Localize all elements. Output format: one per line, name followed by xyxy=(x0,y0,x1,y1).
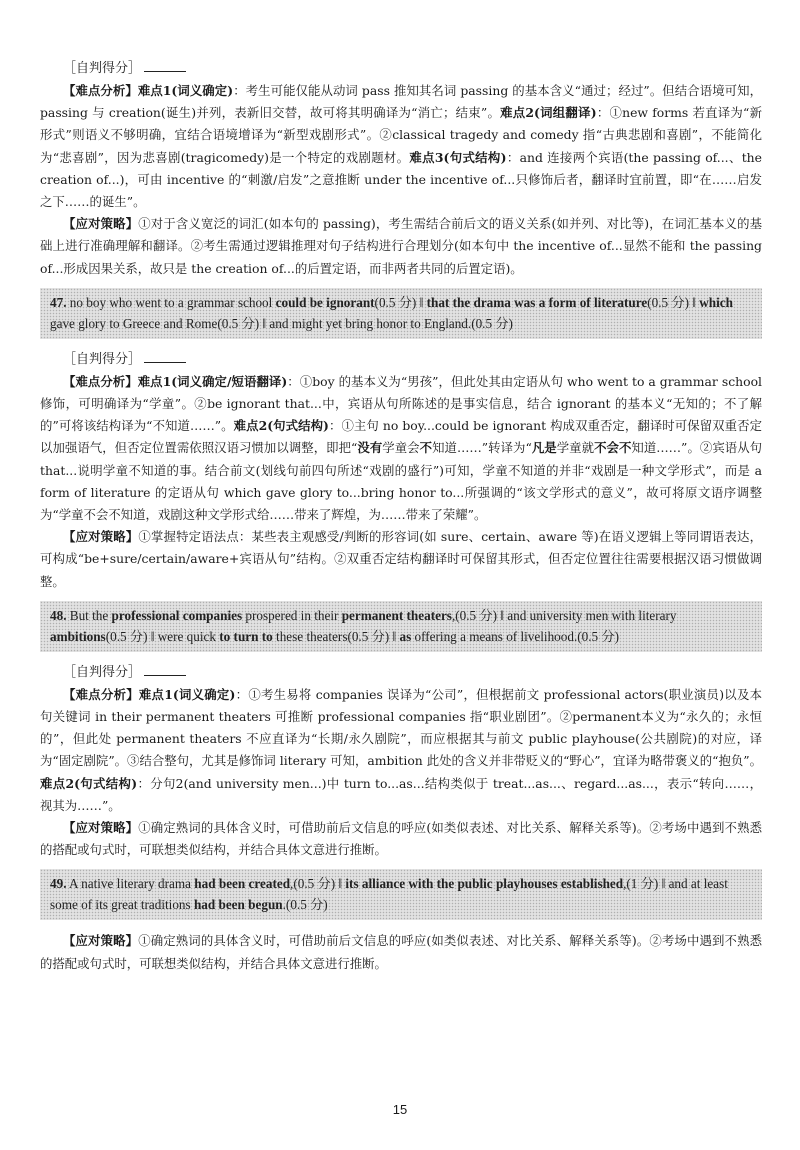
page-content xyxy=(40,58,762,975)
strategy-47: 【应对策略】①掌握特定语法点：某些表主观感受/判断的形容词(如 sure、certain、aware 等)在语义逻辑上等同谓语表达，可构成“be+sure/certain/aware+宾语从句”结构。②双重否定结构翻译时可保留其形式，但否定位置往往需要根据汉语习惯做调整。 xyxy=(40,529,762,589)
question-49: 49. A native literary drama had been created,(0.5 分) ‖ its alliance with the public playhouses established,(1 分) ‖ and at least some of its great traditions had been begun.(0.5 分) xyxy=(40,869,762,920)
score-blank[interactable] xyxy=(144,58,186,72)
analysis-46: 【难点分析】难点1(词义确定)：考生可能仅能从动词 pass 推知其名词 passing 的基本含义“通过；经过”。但结合语境可知，passing 与 creation(诞生)并列，表新旧交替，故可将其明确译为“消亡；结束”。难点2(词组翻译)：①new forms 若直译为“新形式”则语义不够明确，宜结合语境增译为“新型戏剧形式”。②classical tragedy and comedy 指“古典悲剧和喜剧”，不能简化为“悲喜剧”，因为悲喜剧(tragicomedy)是一个特定的戏剧题材。难点3(句式结构)：and 连接两个宾语(the passing of...、the creation of...)，可由 incentive 的“刺激/启发”之意推断 under the incentive of...只修饰后者，翻译时宜前置，即“在……启发之下……的诞生”。 xyxy=(40,83,763,210)
analysis-47: 【难点分析】难点1(词义确定/短语翻译)：①boy 的基本义为“男孩”，但此处其由定语从句 who went to a grammar school 修饰，可明确译为“学童”。②be ignorant that...中，宾语从句所陈述的是事实信息，结合 ignorant 的基本义“无知的；不了解的”可将该结构译为“不知道……”。难点2(句式结构)：①主句 no boy...could be ignorant 构成双重否定，翻译时可保留双重否定以加强语气，但否定位置需依照汉语习惯加以调整，即把“没有学童会不知道……”转译为“凡是学童就不会不知道……”。②宾语从句 that...说明学童不知道的事。结合前文(划线句前四句所述“戏剧的盛行”)可知，学童不知道的并非“戏剧是一种文学形式”，而是 a form of literature 的定语从句 which gave glory to...bring honor to...所强调的“该文学形式的意义”，故可将原文语序调整为“学童不会不知道，戏剧这种文学形式给……带来了辉煌，为……带来了荣耀”。 xyxy=(40,373,763,523)
page-number: 15 xyxy=(392,1102,408,1117)
question-47: 47. no boy who went to a grammar school could be ignorant(0.5 分) ‖ that the drama was a form of literature(0.5 分) ‖ which gave glory to Greece and Rome(0.5 分) ‖ and might yet bring honor to England.(0.5 分) xyxy=(40,288,762,339)
self-score-48: ［自判得分］ xyxy=(40,662,762,684)
strategy-49: 【应对策略】①确定熟词的具体含义时，可借助前后文信息的呼应(如类似表述、对比关系、解释关系等)。②考场中遇到不熟悉的搭配或句式时，可联想类似结构，并结合具体文意进行推断。 xyxy=(40,933,762,971)
analysis-48: 【难点分析】难点1(词义确定)：①考生易将 companies 误译为“公司”，但根据前文 professional actors(职业演员)以及本句关键词 in their permanent theaters 可推断 professional companies 指“职业剧团”。②permanent本义为“永久的；永恒的”，但此处 permanent theaters 不应直译为“长期/永久剧院”，而应根据其与前文 public playhouse(公共剧院)的对应，译为“固定剧院”。③结合整句，尤其是修饰词 literary 可知，ambition 此处的含义并非带贬义的“野心”，宜译为略带褒义的“抱负”。难点2(句式结构)：分句2(and university men...)中 turn to...as...结构类似于 treat...as...、regard...as...，表示“转向……，视其为……”。 xyxy=(40,686,762,813)
question-48: 48. But the professional companies prospered in their permanent theaters,(0.5 分) ‖ and university men with literary ambitions(0.5 分) ‖ were quick to turn to these theaters(0.5 分) ‖ as offering a means of livelihood.(0.5 分) xyxy=(40,601,762,652)
self-score-47: ［自判得分］ xyxy=(40,349,762,371)
strategy-46: 【应对策略】①对于含义宽泛的词汇(如本句的 passing)，考生需结合前后文的语义关系(如并列、对比等)，在词汇基本义的基础上进行准确理解和翻译。②考生需通过逻辑推理对句子结构进行合理划分(如本句中 the incentive of...显然不能和 the passing of...形成因果关系，故只是 the creation of...的后置定语，而非两者共同的后置定语)。 xyxy=(40,216,762,276)
strategy-48: 【应对策略】①确定熟词的具体含义时，可借助前后文信息的呼应(如类似表述、对比关系、解释关系等)。②考场中遇到不熟悉的搭配或句式时，可联想类似结构，并结合具体文意进行推断。 xyxy=(40,820,762,858)
self-score-46: ［自判得分］ xyxy=(40,58,762,80)
score-blank[interactable] xyxy=(144,662,186,676)
score-blank[interactable] xyxy=(144,349,186,363)
